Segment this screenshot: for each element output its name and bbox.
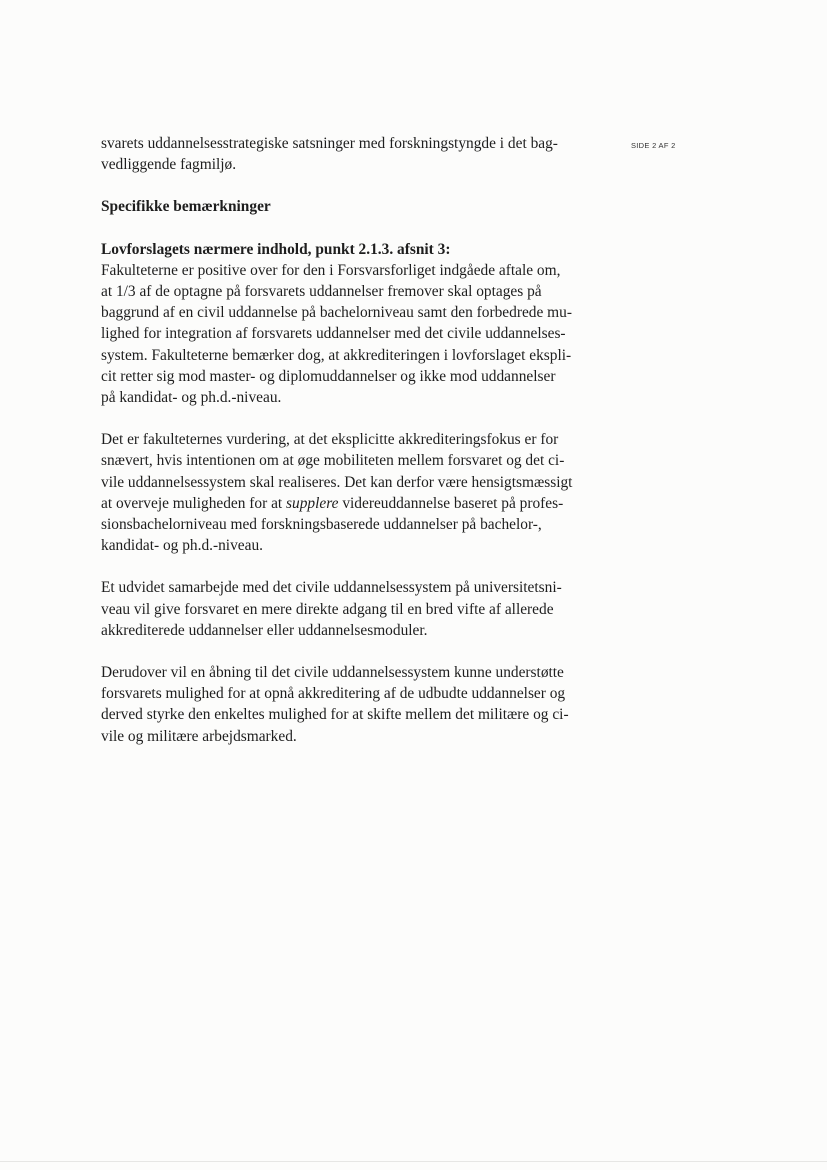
emphasized-word: supplere xyxy=(286,494,339,512)
page-bottom-edge xyxy=(0,1161,827,1162)
text-line-with-emphasis xyxy=(101,493,601,514)
text-line: lighed for integration af forsvarets uddannelser med det civile uddannelses- xyxy=(101,325,566,343)
text-segment: at overveje muligheden for at xyxy=(101,494,287,512)
text-line: akkrediterede uddannelser eller uddannelsesmoduler. xyxy=(101,621,428,639)
text-line: Fakulteterne er positive over for den i Forsvarsforliget indgåede aftale om, xyxy=(101,261,561,279)
text-line: derved styrke den enkeltes mulighed for at skifte mellem det militære og ci- xyxy=(101,706,569,724)
section-heading: Specifikke bemærkninger xyxy=(101,198,271,216)
page-number-label: SIDE 2 AF 2 xyxy=(631,141,676,150)
text-line: vedliggende fagmiljø. xyxy=(101,156,237,174)
text-segment: videreuddannelse baseret på profes- xyxy=(338,494,564,512)
text-line: sionsbachelorniveau med forskningsbaserede uddannelser på bachelor-, xyxy=(101,516,542,534)
section-paragraph-4 xyxy=(101,662,601,747)
text-line: Det er fakulteternes vurdering, at det eksplicitte akkrediteringsfokus er for xyxy=(101,431,559,449)
text-line: svarets uddannelsesstrategiske satsninger med forskningstyngde i det bag- xyxy=(101,135,558,152)
text-line: baggrund af en civil uddannelse på bachelorniveau samt den forbedrede mu- xyxy=(101,304,572,322)
intro-paragraph xyxy=(101,133,601,175)
text-line: Et udvidet samarbejde med det civile uddannelsessystem på universitetsni- xyxy=(101,579,562,597)
subsection-heading: Lovforslagets nærmere indhold, punkt 2.1.3. afsnit 3: xyxy=(101,240,451,258)
section-paragraph-2 xyxy=(101,429,601,556)
section-paragraph-1 xyxy=(101,239,601,409)
text-line: system. Fakulteterne bemærker dog, at akkrediteringen i lovforslaget ekspli- xyxy=(101,346,572,364)
text-line: kandidat- og ph.d.-niveau. xyxy=(101,537,263,555)
text-line: snævert, hvis intentionen om at øge mobiliteten mellem forsvaret og det ci- xyxy=(101,452,565,470)
text-line: veau vil give forsvaret en mere direkte adgang til en bred vifte af allerede xyxy=(101,600,554,618)
text-line: vile uddannelsessystem skal realiseres. Det kan derfor være hensigtsmæssigt xyxy=(101,473,573,491)
text-line: vile og militære arbejdsmarked. xyxy=(101,727,297,745)
text-line: forsvarets mulighed for at opnå akkreditering af de udbudte uddannelser og xyxy=(101,685,566,703)
text-line: cit retter sig mod master- og diplomuddannelser og ikke mod uddannelser xyxy=(101,367,556,385)
text-line: Derudover vil en åbning til det civile uddannelsessystem kunne understøtte xyxy=(101,664,564,682)
text-line: at 1/3 af de optagne på forsvarets uddannelser fremover skal optages på xyxy=(101,283,542,301)
text-line: på kandidat- og ph.d.-niveau. xyxy=(101,389,282,407)
section-paragraph-3 xyxy=(101,577,601,641)
document-body xyxy=(101,133,601,747)
